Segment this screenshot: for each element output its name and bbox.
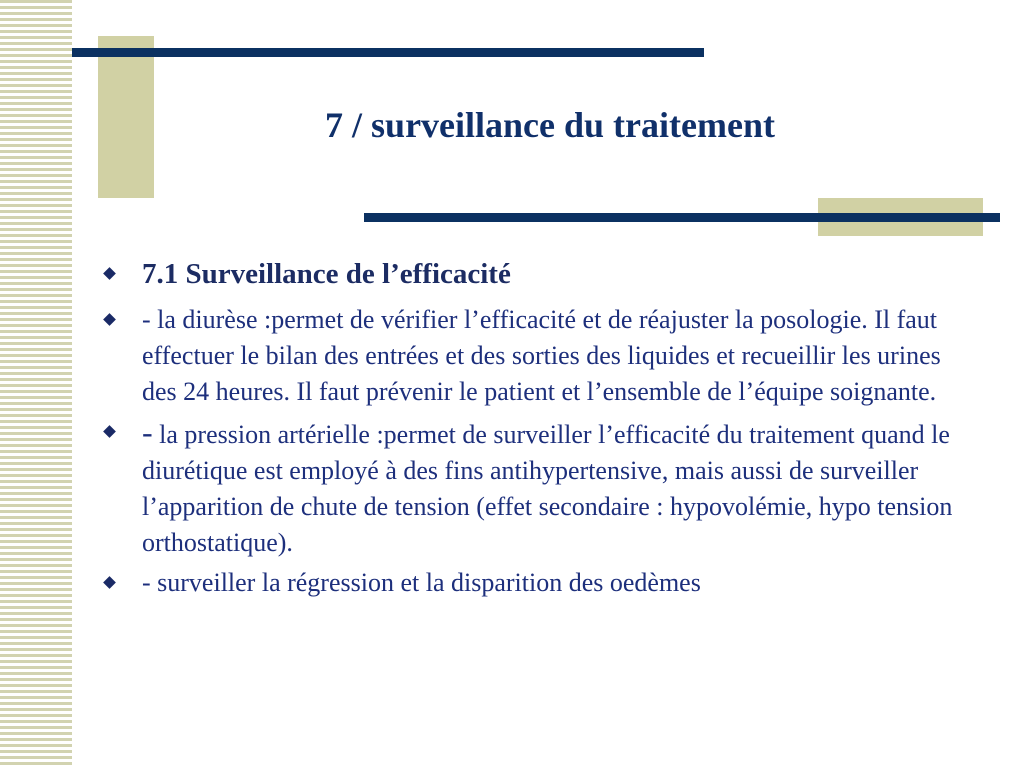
accent-rule: [364, 213, 1000, 222]
diamond-bullet-icon: [103, 576, 116, 589]
slide-title: 7 / surveillance du traitement: [325, 105, 775, 145]
diamond-bullet-icon: [103, 267, 116, 280]
title-rule: [72, 48, 704, 57]
diamond-bullet-icon: [103, 425, 116, 438]
bullet-text: la pression artérielle :permet de surveiller l’efficacité du traitement quand le diurétique est employé à des fins antihypertensive, mais aussi de surveiller l’apparition de chute de tension (effet secondaire : hypovolémie, hypo tension orthostatique).: [142, 420, 953, 557]
bullet-item-pression: [100, 414, 980, 561]
bullet-list: [100, 254, 980, 605]
bullet-dash: -: [142, 414, 153, 450]
diamond-bullet-icon: [103, 313, 116, 326]
bullet-text: - la diurèse :permet de vérifier l’efficacité et de réajuster la posologie. Il faut effectuer le bilan des entrées et des sorties des liquides et recueillir les urines des 24 heures. Il faut prévenir le patient et l’ensemble de l’équipe soignante.: [142, 305, 941, 406]
bullet-text: - surveiller la régression et la disparition des oedèmes: [142, 568, 701, 597]
bullet-item-oedemes: [100, 565, 980, 601]
bullet-item-diurese: [100, 302, 980, 410]
decorative-stripes: [0, 0, 72, 768]
bullet-heading: [100, 254, 980, 294]
bullet-text: 7.1 Surveillance de l’efficacité: [142, 258, 511, 290]
